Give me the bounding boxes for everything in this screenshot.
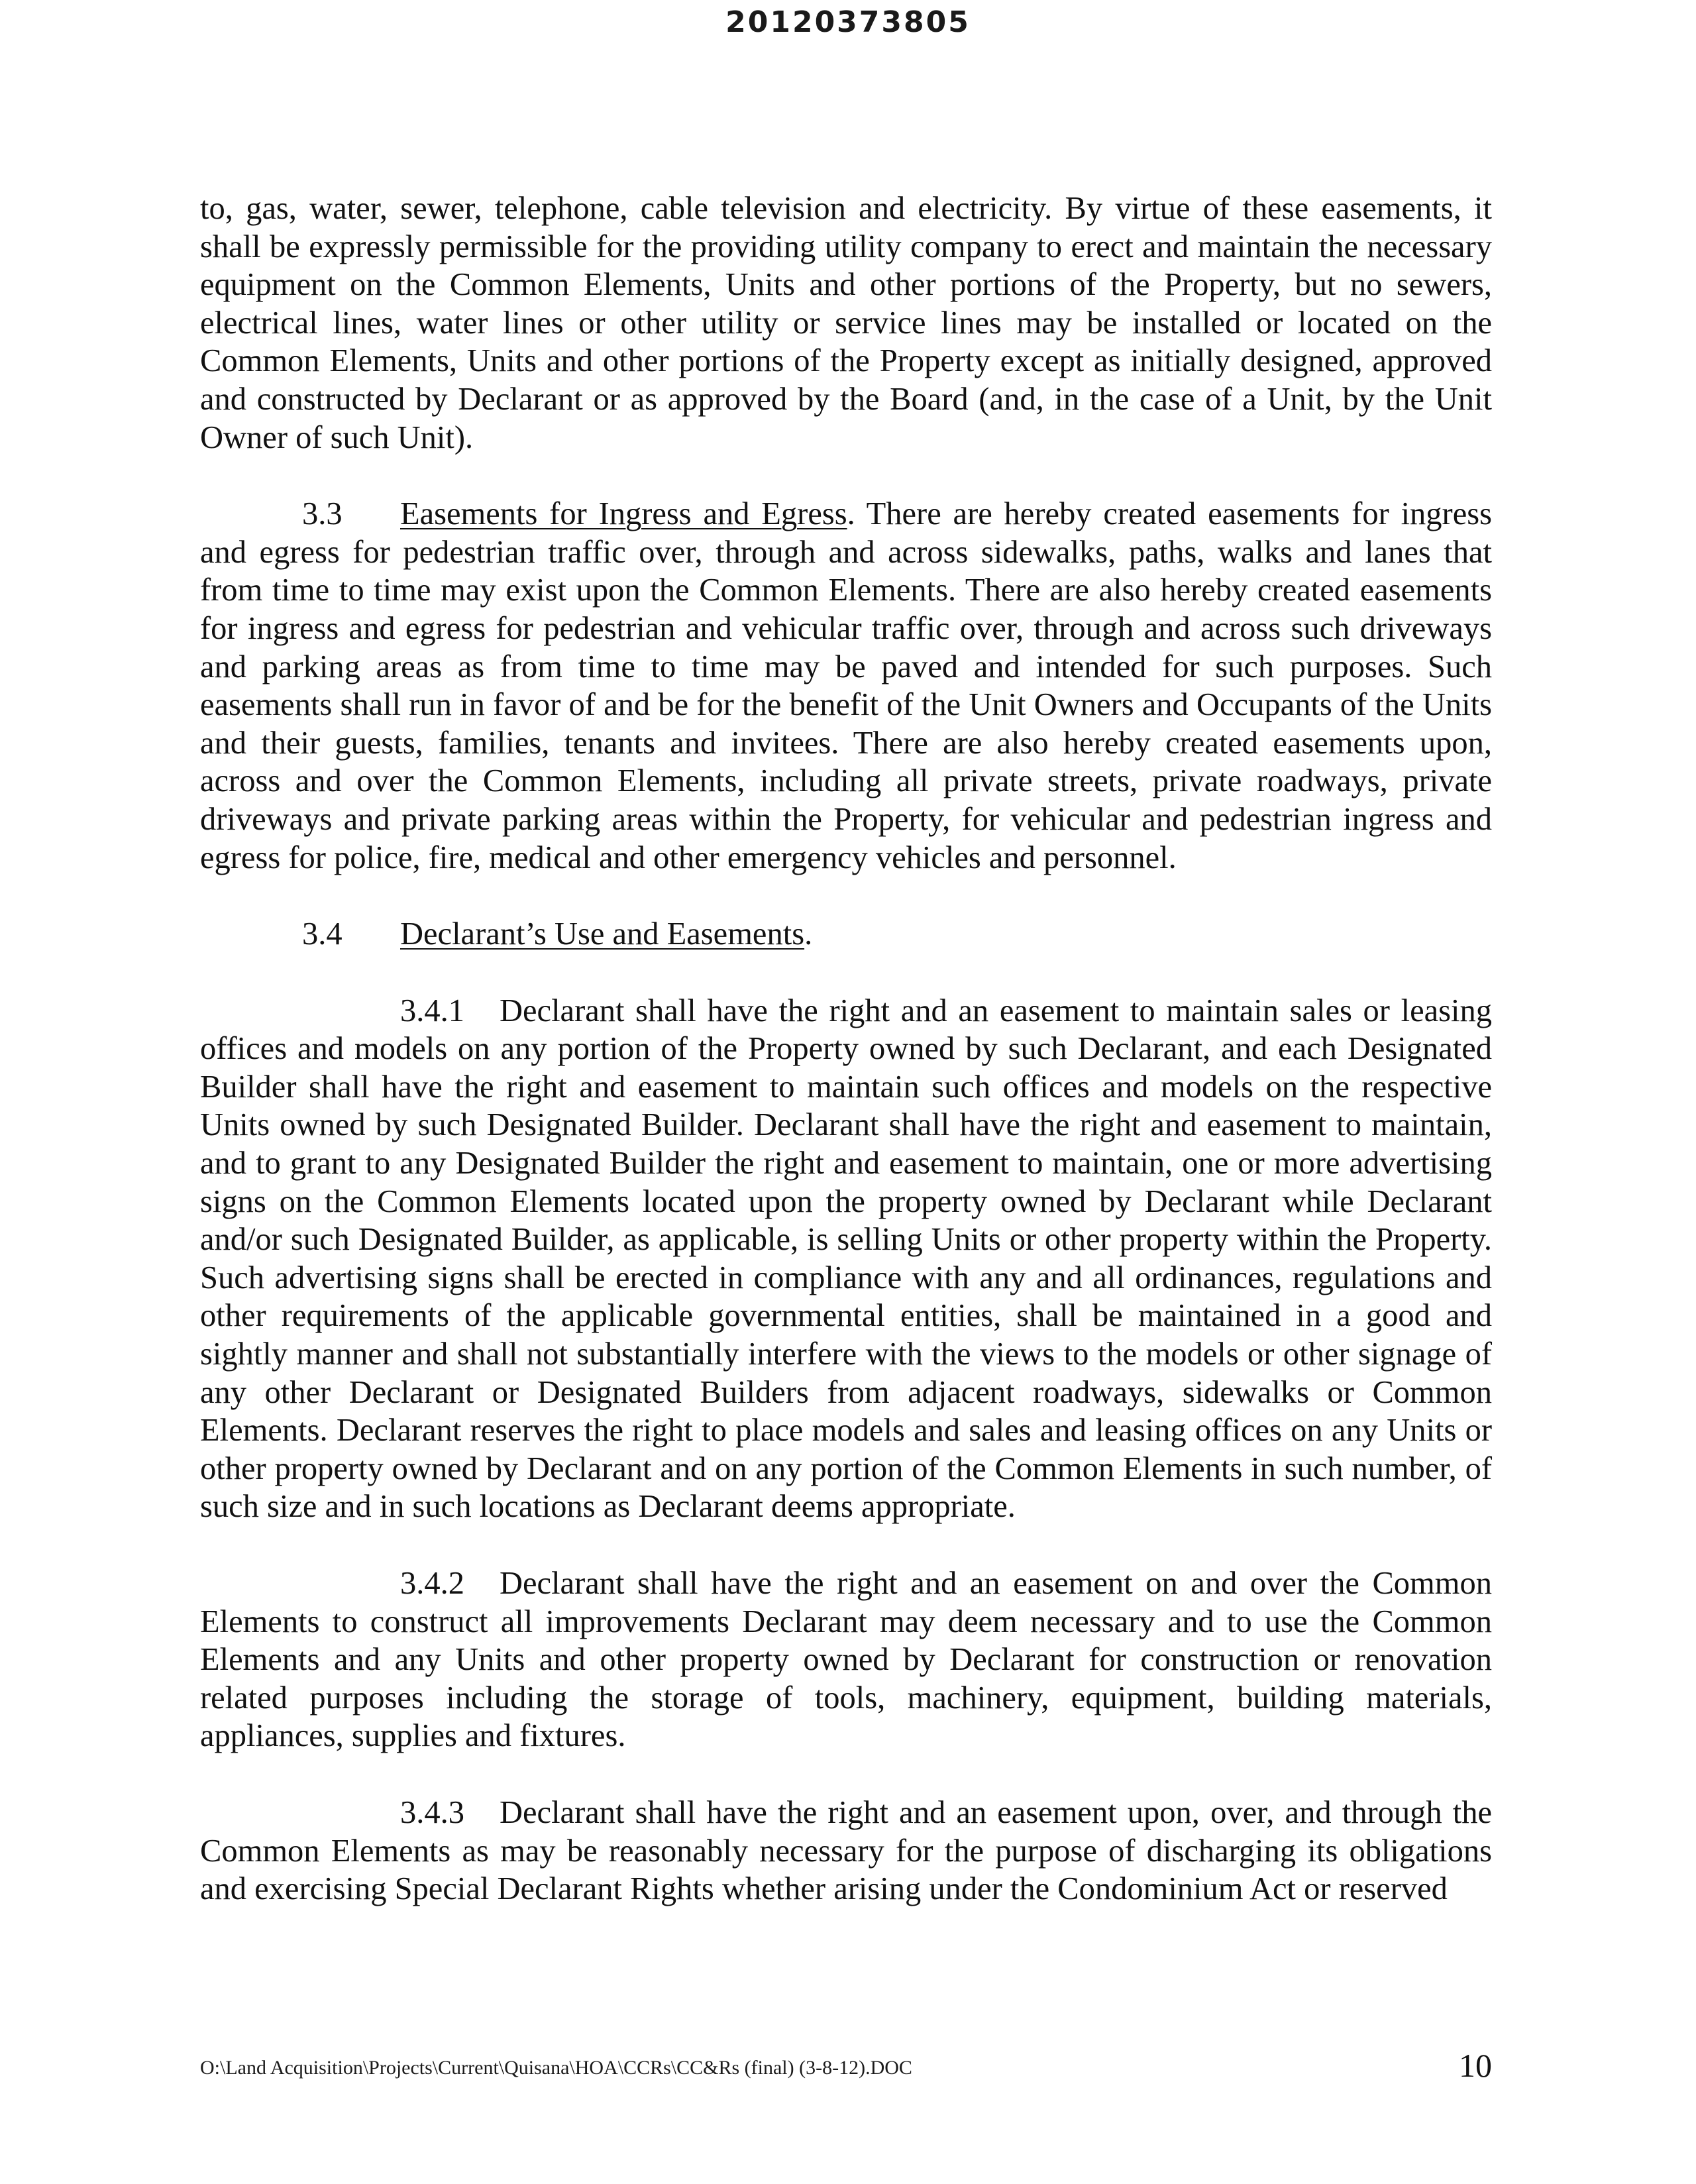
- section-3-4-3: [200, 1794, 1492, 1908]
- section-number: 3.3: [302, 496, 343, 532]
- subsection-number: 3.4.3: [400, 1794, 464, 1830]
- page-body: [200, 190, 1492, 1947]
- section-number: 3.4: [302, 916, 343, 952]
- section-3-4-1: [200, 992, 1492, 1526]
- subsection-number: 3.4.2: [400, 1566, 464, 1601]
- page-number: 10: [1459, 2047, 1492, 2084]
- subsection-text: Declarant shall have the right and an easement upon, over, and through the Common Elements as may be reasonably necessary for the purpose of discharging its obligations and exercising Special Declarant Rights whether arising under the Condominium Act or reserved: [200, 1794, 1492, 1907]
- continued-paragraph: to, gas, water, sewer, telephone, cable television and electricity. By virtue of these easements, it shall be expressly permissible for the providing utility company to erect and maintain the necessary equipment on the Common Elements, Units and other portions of the Property, but no sewers, electrical lines, water lines or other utility or service lines may be installed or located on the Common Elements, Units and other portions of the Property except as initially designed, approved and constructed by Declarant or as approved by the Board (and, in the case of a Unit, by the Unit Owner of such Unit).: [200, 191, 1492, 455]
- section-text: .: [804, 916, 813, 952]
- section-heading: Declarant’s Use and Easements: [400, 916, 805, 952]
- document-number: 20120373805: [725, 5, 971, 39]
- section-3-4-2: [200, 1564, 1492, 1755]
- footer-file-path: O:\Land Acquisition\Projects\Current\Quisana\HOA\CCRs\CC&Rs (final) (3-8-12).DOC: [200, 2057, 912, 2079]
- section-3-3: [200, 495, 1492, 877]
- subsection-text: Declarant shall have the right and an easement on and over the Common Elements to construct all improvements Declarant may deem necessary and to use the Common Elements and any Units and other property owned by Declarant for construction or renovation related purposes including the storage of tools, machinery, equipment, building materials, appliances, supplies and fixtures.: [200, 1566, 1492, 1754]
- subsection-number: 3.4.1: [400, 993, 464, 1028]
- subsection-text: Declarant shall have the right and an easement to maintain sales or leasing offices and models on any portion of the Property owned by such Declarant, and each Designated Builder shall have the right and easement to maintain such offices and models on the respective Units owned by such Designated Builder. Declarant shall have the right and easement to maintain, and to grant to any Designated Builder the right and easement to maintain, one or more advertising signs on the Common Elements located upon the property owned by Declarant while Declarant and/or such Designated Builder, as applicable, is selling Units or other property within the Property. Such advertising signs shall be erected in compliance with any and all ordinances, regulations and other requirements of the applicable governmental entities, shall be maintained in a good and sightly manner and shall not substantially interfere with the views to the models or other signage of any other Declarant or Designated Builders from adjacent roadways, sidewalks or Common Elements. Declarant reserves the right to place models and sales and leasing offices on any Units or other property owned by Declarant and on any portion of the Common Elements in such number, of such size and in such locations as Declarant deems appropriate.: [200, 993, 1492, 1525]
- section-text: . There are hereby created easements for ingress and egress for pedestrian traffic over, through and across sidewalks, paths, walks and lanes that from time to time may exist upon the Common Elements. There are also hereby created easements for ingress and egress for pedestrian and vehicular traffic over, through and across such driveways and parking areas as from time to time may be paved and intended for such purposes. Such easements shall run in favor of and be for the benefit of the Unit Owners and Occupants of the Units and their guests, families, tenants and invitees. There are also hereby created easements upon, across and over the Common Elements, including all private streets, private roadways, private driveways and private parking areas within the Property, for vehicular and pedestrian ingress and egress for police, fire, medical and other emergency vehicles and personnel.: [200, 496, 1492, 875]
- section-heading: Easements for Ingress and Egress: [400, 496, 847, 532]
- section-3-4: [200, 915, 1492, 954]
